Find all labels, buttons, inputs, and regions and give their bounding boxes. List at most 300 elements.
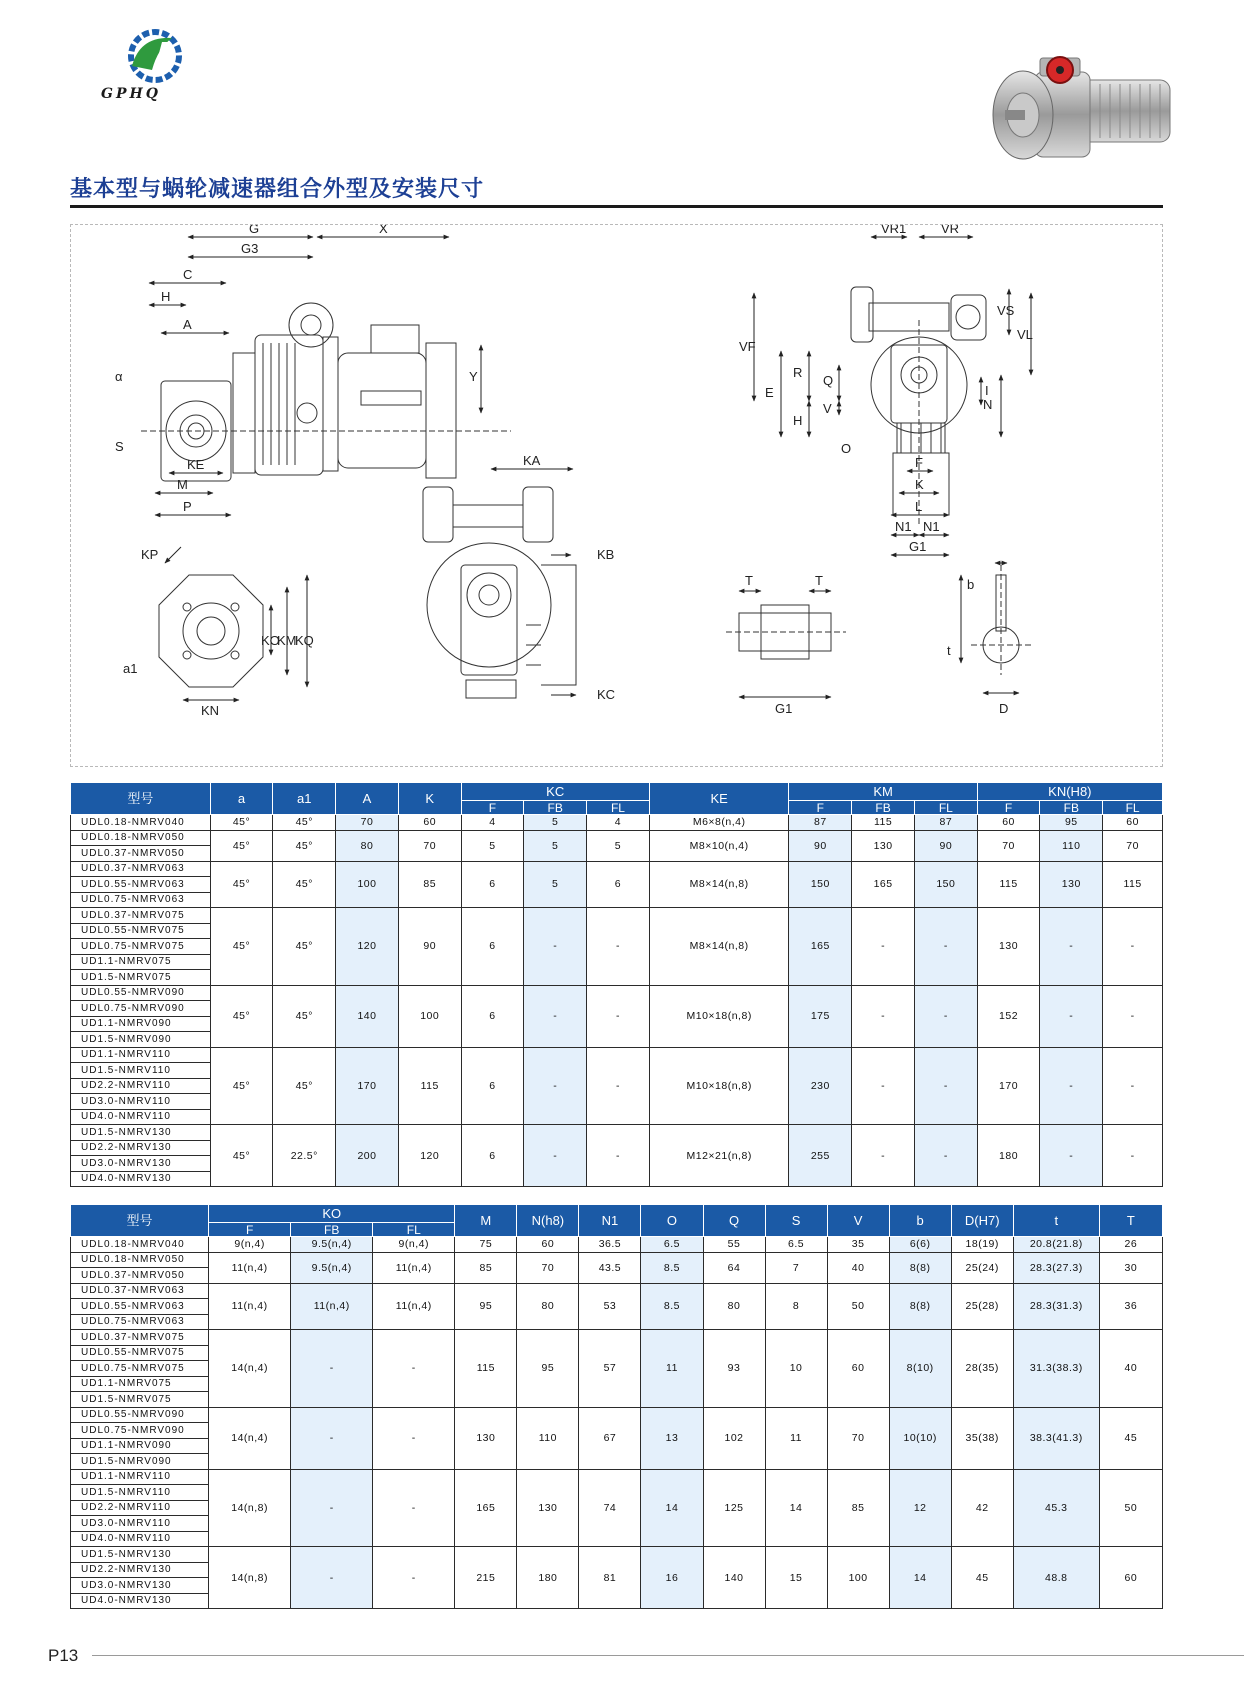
cell-km-f: 255 [789,1125,852,1187]
dim-label-KQ: KQ [295,633,314,648]
footer-divider [92,1655,1244,1656]
cell-v: 50 [827,1283,889,1330]
cell-a: 120 [336,908,399,986]
header-KM: KM [789,783,977,801]
cell-m: 115 [455,1330,517,1408]
header-N1: N1 [579,1205,641,1237]
dimension-table-2 [70,1204,1163,1609]
table-2-body [71,1237,1163,1609]
cell-kn-fl: - [1103,1047,1163,1125]
cell-q: 80 [703,1283,765,1330]
table-row [71,1407,1163,1423]
cell-kc-f: 6 [461,1047,524,1125]
cell-kc-fb: - [524,985,587,1047]
header-KO-FB: FB [291,1223,373,1237]
cell-ke: M8×14(n,8) [649,908,789,986]
dim-label-O: O [841,441,852,456]
cell-kn-fl: 60 [1103,815,1163,831]
cell-km-fb: - [852,908,915,986]
cell-kc-fb: 5 [524,861,587,908]
cell-km-fb: 130 [852,830,915,861]
cell-kn-f: 70 [977,830,1040,861]
header-A: A [336,783,399,815]
model-cell: UD1.1-NMRV090 [71,1438,209,1454]
table-row [71,1047,1163,1063]
header-a: a [210,783,273,815]
header-Q: Q [703,1205,765,1237]
header-b: b [889,1205,951,1237]
table-row [71,908,1163,924]
model-cell: UD4.0-NMRV110 [71,1531,209,1547]
header-KM-FL: FL [914,801,977,815]
cell-ke: M6×8(n,4) [649,815,789,831]
model-cell: UD1.5-NMRV090 [71,1032,211,1048]
cell-kn-fb: - [1040,1125,1103,1187]
cell-n: 80 [517,1283,579,1330]
cell-a1: 45° [273,908,336,986]
model-cell: UD1.1-NMRV075 [71,1376,209,1392]
cell-o: 6.5 [641,1237,703,1253]
cell-t: 30 [1099,1252,1162,1283]
cell-a: 200 [336,1125,399,1187]
cell-o: 13 [641,1407,703,1469]
cell-v: 70 [827,1407,889,1469]
cell-o: 11 [641,1330,703,1408]
cell-ko-fb: - [291,1547,373,1609]
header-V: V [827,1205,889,1237]
cell-t: 31.3(38.3) [1013,1330,1099,1408]
model-cell: UD2.2-NMRV110 [71,1078,211,1094]
table-row [71,1469,1163,1485]
model-cell: UD2.2-NMRV130 [71,1140,211,1156]
header-KN-FL: FL [1103,801,1163,815]
cell-a1: 45° [273,985,336,1047]
cell-t: 45 [1099,1407,1162,1469]
cell-km-fl: - [914,1125,977,1187]
cell-o: 8.5 [641,1252,703,1283]
header-a1: a1 [273,783,336,815]
dim-label-A: A [183,317,192,332]
model-cell: UDL0.18-NMRV050 [71,1252,209,1268]
dim-label-K: K [915,477,924,492]
cell-km-f: 87 [789,815,852,831]
cell-v: 100 [827,1547,889,1609]
cell-d: 25(28) [951,1283,1013,1330]
cell-kn-fb: 110 [1040,830,1103,861]
cell-m: 165 [455,1469,517,1547]
cell-t: 28.3(31.3) [1013,1283,1099,1330]
model-cell: UDL0.75-NMRV090 [71,1423,209,1439]
cell-ko-f: 14(n,8) [209,1547,291,1609]
cell-kn-fl: - [1103,1125,1163,1187]
cell-n1: 36.5 [579,1237,641,1253]
dim-label-C: C [183,267,193,282]
dim-label-KE: KE [187,457,205,472]
cell-ko-f: 11(n,4) [209,1252,291,1283]
cell-kc-f: 6 [461,1125,524,1187]
model-cell: UD3.0-NMRV110 [71,1516,209,1532]
dim-label-VR1: VR1 [881,225,907,236]
cell-kn-f: 170 [977,1047,1040,1125]
model-cell: UDL0.37-NMRV050 [71,846,211,862]
model-cell: UD1.1-NMRV110 [71,1047,211,1063]
cell-kc-f: 4 [461,815,524,831]
cell-ko-f: 11(n,4) [209,1283,291,1330]
dim-label-Y: Y [469,369,478,384]
model-cell: UDL0.37-NMRV063 [71,1283,209,1299]
cell-km-f: 165 [789,908,852,986]
cell-kc-fb: - [524,908,587,986]
cell-n1: 81 [579,1547,641,1609]
model-cell: UD3.0-NMRV110 [71,1094,211,1110]
cell-ko-fl: 9(n,4) [373,1237,455,1253]
cell-ko-f: 14(n,8) [209,1469,291,1547]
header-KC-FB: FB [524,801,587,815]
dim-label-R: R [793,365,803,380]
cell-d: 35(38) [951,1407,1013,1469]
cell-kc-fl: 6 [587,861,650,908]
cell-a: 80 [336,830,399,861]
cell-n: 60 [517,1237,579,1253]
cell-km-fl: - [914,908,977,986]
cell-a: 45° [210,861,273,908]
cell-km-fb: 115 [852,815,915,831]
dim-label-I: I [985,383,989,398]
cell-ko-f: 14(n,4) [209,1407,291,1469]
cell-kn-fl: 70 [1103,830,1163,861]
cell-n: 70 [517,1252,579,1283]
cell-ko-fb: 11(n,4) [291,1283,373,1330]
cell-t: 50 [1099,1469,1162,1547]
cell-m: 95 [455,1283,517,1330]
cell-k: 85 [398,861,461,908]
header-S: S [765,1205,827,1237]
cell-ke: M8×10(n,4) [649,830,789,861]
table-row [71,861,1163,877]
cell-v: 35 [827,1237,889,1253]
cell-kc-fl: 4 [587,815,650,831]
header-KM-FB: FB [852,801,915,815]
dim-label-S: S [115,439,124,454]
model-cell: UDL0.75-NMRV075 [71,1361,209,1377]
table-row [71,1547,1163,1563]
page-title: 基本型与蜗轮减速器组合外型及安装尺寸 [70,177,485,202]
dim-label-KC: KC [597,687,616,702]
cell-kc-fb: 5 [524,830,587,861]
model-cell: UDL0.55-NMRV090 [71,985,211,1001]
model-cell: UDL0.55-NMRV063 [71,877,211,893]
cell-kc-f: 6 [461,908,524,986]
cell-kc-fb: - [524,1047,587,1125]
cell-n: 110 [517,1407,579,1469]
table-row [71,1283,1163,1299]
dim-label-a1: a1 [123,661,138,676]
cell-kn-fb: 95 [1040,815,1103,831]
model-cell: UD1.5-NMRV075 [71,1392,209,1408]
header-KO: KO [209,1205,455,1223]
cell-s: 6.5 [765,1237,827,1253]
cell-kn-fl: - [1103,985,1163,1047]
header-KN-FB: FB [1040,801,1103,815]
model-cell: UD1.5-NMRV090 [71,1454,209,1470]
cell-km-fl: - [914,985,977,1047]
cell-a: 45° [210,985,273,1047]
cell-a: 170 [336,1047,399,1125]
model-cell: UDL0.37-NMRV075 [71,908,211,924]
cell-n1: 43.5 [579,1252,641,1283]
table-row [71,1252,1163,1268]
cell-b: 8(8) [889,1283,951,1330]
cell-t: 36 [1099,1283,1162,1330]
cell-q: 140 [703,1547,765,1609]
header-KC-FL: FL [587,801,650,815]
model-cell: UDL0.55-NMRV075 [71,923,211,939]
cell-o: 14 [641,1469,703,1547]
model-cell: UD1.5-NMRV130 [71,1547,209,1563]
dim-label-N: N [983,397,993,412]
cell-a1: 45° [273,830,336,861]
cell-t: 48.8 [1013,1547,1099,1609]
motor-product-photo [985,40,1185,190]
cell-n1: 53 [579,1283,641,1330]
dim-label-alpha: α [115,369,123,384]
model-cell: UDL0.55-NMRV090 [71,1407,209,1423]
cell-q: 55 [703,1237,765,1253]
cell-km-fb: - [852,1047,915,1125]
model-cell: UDL0.37-NMRV050 [71,1268,209,1284]
cell-k: 115 [398,1047,461,1125]
model-cell: UDL0.55-NMRV063 [71,1299,209,1315]
dim-label-VS: VS [997,303,1015,318]
cell-ko-fl: - [373,1407,455,1469]
cell-kc-f: 6 [461,861,524,908]
cell-ko-fl: - [373,1469,455,1547]
table-row [71,1125,1163,1141]
cell-v: 40 [827,1252,889,1283]
model-cell: UD4.0-NMRV110 [71,1109,211,1125]
cell-n: 95 [517,1330,579,1408]
dim-label-F: F [915,455,923,470]
table-row [71,830,1163,846]
dim-label-X: X [379,225,388,236]
model-cell: UDL0.75-NMRV063 [71,1314,209,1330]
cell-ko-fl: 11(n,4) [373,1252,455,1283]
cell-d: 25(24) [951,1252,1013,1283]
cell-s: 7 [765,1252,827,1283]
cell-a: 70 [336,815,399,831]
cell-km-fl: 150 [914,861,977,908]
model-cell: UDL0.75-NMRV063 [71,892,211,908]
cell-s: 11 [765,1407,827,1469]
cell-kc-fl: - [587,908,650,986]
model-cell: UDL0.55-NMRV075 [71,1345,209,1361]
dim-label-KP: KP [141,547,159,562]
cell-t: 60 [1099,1547,1162,1609]
cell-ke: M12×21(n,8) [649,1125,789,1187]
cell-kn-f: 115 [977,861,1040,908]
cell-ko-fb: 9.5(n,4) [291,1237,373,1253]
cell-km-fl: 90 [914,830,977,861]
cell-b: 10(10) [889,1407,951,1469]
cell-b: 8(8) [889,1252,951,1283]
cell-s: 14 [765,1469,827,1547]
model-cell: UD2.2-NMRV110 [71,1500,209,1516]
cell-s: 15 [765,1547,827,1609]
table-row [71,1330,1163,1346]
header-KO-F: F [209,1223,291,1237]
cell-n1: 67 [579,1407,641,1469]
dim-label-P: P [183,499,192,514]
model-cell: UD3.0-NMRV130 [71,1578,209,1594]
cell-ko-fl: - [373,1547,455,1609]
model-cell: UD3.0-NMRV130 [71,1156,211,1172]
cell-d: 28(35) [951,1330,1013,1408]
header-KE: KE [649,783,789,815]
header-KM-F: F [789,801,852,815]
dim-label-G1-shaft: G1 [775,701,793,716]
cell-m: 215 [455,1547,517,1609]
logo-wordmark: GPHQ [101,86,161,102]
cell-a: 45° [210,830,273,861]
model-cell: UD1.5-NMRV075 [71,970,211,986]
cell-kn-f: 130 [977,908,1040,986]
dim-label-t: t [947,643,951,658]
dim-label-H-side: H [793,413,803,428]
cell-kn-fb: - [1040,985,1103,1047]
dim-label-L: L [915,499,923,514]
dim-label-VL: VL [1017,327,1033,342]
cell-n1: 57 [579,1330,641,1408]
header-KC-F: F [461,801,524,815]
dim-label-KN: KN [201,703,220,718]
cell-ko-f: 14(n,4) [209,1330,291,1408]
dim-label-V: V [823,401,832,416]
cell-kc-fb: - [524,1125,587,1187]
dim-label-D: D [999,701,1009,716]
cell-t: 45.3 [1013,1469,1099,1547]
cell-d: 42 [951,1469,1013,1547]
model-cell: UD1.5-NMRV110 [71,1485,209,1501]
cell-n: 130 [517,1469,579,1547]
model-cell: UDL0.18-NMRV050 [71,830,211,846]
cell-km-fl: - [914,1047,977,1125]
cell-ko-fl: 11(n,4) [373,1283,455,1330]
cell-kc-fl: - [587,1047,650,1125]
model-cell: UDL0.75-NMRV090 [71,1001,211,1017]
model-cell: UDL0.37-NMRV063 [71,861,211,877]
cell-m: 130 [455,1407,517,1469]
cell-a1: 45° [273,1047,336,1125]
cell-kc-f: 6 [461,985,524,1047]
dim-label-N1-a: N1 [895,519,912,534]
cell-ke: M10×18(n,8) [649,985,789,1047]
cell-a1: 45° [273,815,336,831]
cell-kc-fl: 5 [587,830,650,861]
cell-ko-fb: - [291,1469,373,1547]
cell-q: 102 [703,1407,765,1469]
cell-o: 8.5 [641,1283,703,1330]
cell-q: 93 [703,1330,765,1408]
header-O: O [641,1205,703,1237]
cell-kc-f: 5 [461,830,524,861]
title-divider [70,205,1163,208]
header-model: 型号 [71,783,211,815]
dim-label-KO: KO [261,633,280,648]
cell-n1: 74 [579,1469,641,1547]
cell-kn-f: 152 [977,985,1040,1047]
cell-kn-fl: 115 [1103,861,1163,908]
cell-t: 20.8(21.8) [1013,1237,1099,1253]
header-t: t [1013,1205,1099,1237]
cell-s: 10 [765,1330,827,1408]
dimension-drawings [71,225,1164,768]
cell-km-fb: - [852,985,915,1047]
cell-kc-fl: - [587,985,650,1047]
dim-label-H-top: H [161,289,171,304]
cell-kn-fb: - [1040,1047,1103,1125]
table-row [71,815,1163,831]
cell-a: 45° [210,1125,273,1187]
cell-v: 85 [827,1469,889,1547]
header-model: 型号 [71,1205,209,1237]
cell-kc-fb: 5 [524,815,587,831]
dim-label-VR: VR [941,225,960,236]
cell-t: 38.3(41.3) [1013,1407,1099,1469]
dim-label-M: M [177,477,188,492]
cell-k: 100 [398,985,461,1047]
cell-v: 60 [827,1330,889,1408]
dimension-table-1 [70,782,1163,1187]
dim-label-VF: VF [739,339,756,354]
dim-label-G1: G1 [909,539,927,554]
table-row [71,985,1163,1001]
cell-ko-fl: - [373,1330,455,1408]
cell-s: 8 [765,1283,827,1330]
dim-label-b: b [967,577,975,592]
cell-a: 45° [210,908,273,986]
cell-t: 40 [1099,1330,1162,1408]
cell-a: 45° [210,815,273,831]
cell-kn-f: 60 [977,815,1040,831]
dim-label-T-left: T [745,573,753,588]
header-K: K [398,783,461,815]
cell-kn-f: 180 [977,1125,1040,1187]
dim-label-KA: KA [523,453,541,468]
cell-ko-f: 9(n,4) [209,1237,291,1253]
cell-k: 60 [398,815,461,831]
cell-km-fb: - [852,1125,915,1187]
model-cell: UD2.2-NMRV130 [71,1562,209,1578]
cell-q: 64 [703,1252,765,1283]
page-number: P13 [48,1646,79,1665]
model-cell: UDL0.75-NMRV075 [71,939,211,955]
cell-km-f: 175 [789,985,852,1047]
cell-km-f: 230 [789,1047,852,1125]
cell-t: 26 [1099,1237,1162,1253]
cell-a: 100 [336,861,399,908]
model-cell: UDL0.37-NMRV075 [71,1330,209,1346]
cell-d: 45 [951,1547,1013,1609]
dim-label-T-right: T [815,573,823,588]
header-D: D(H7) [951,1205,1013,1237]
table-row [71,1237,1163,1253]
cell-km-f: 150 [789,861,852,908]
cell-n: 180 [517,1547,579,1609]
cell-kn-fl: - [1103,908,1163,986]
cell-kn-fb: - [1040,908,1103,986]
cell-a: 140 [336,985,399,1047]
cell-ke: M8×14(n,8) [649,861,789,908]
